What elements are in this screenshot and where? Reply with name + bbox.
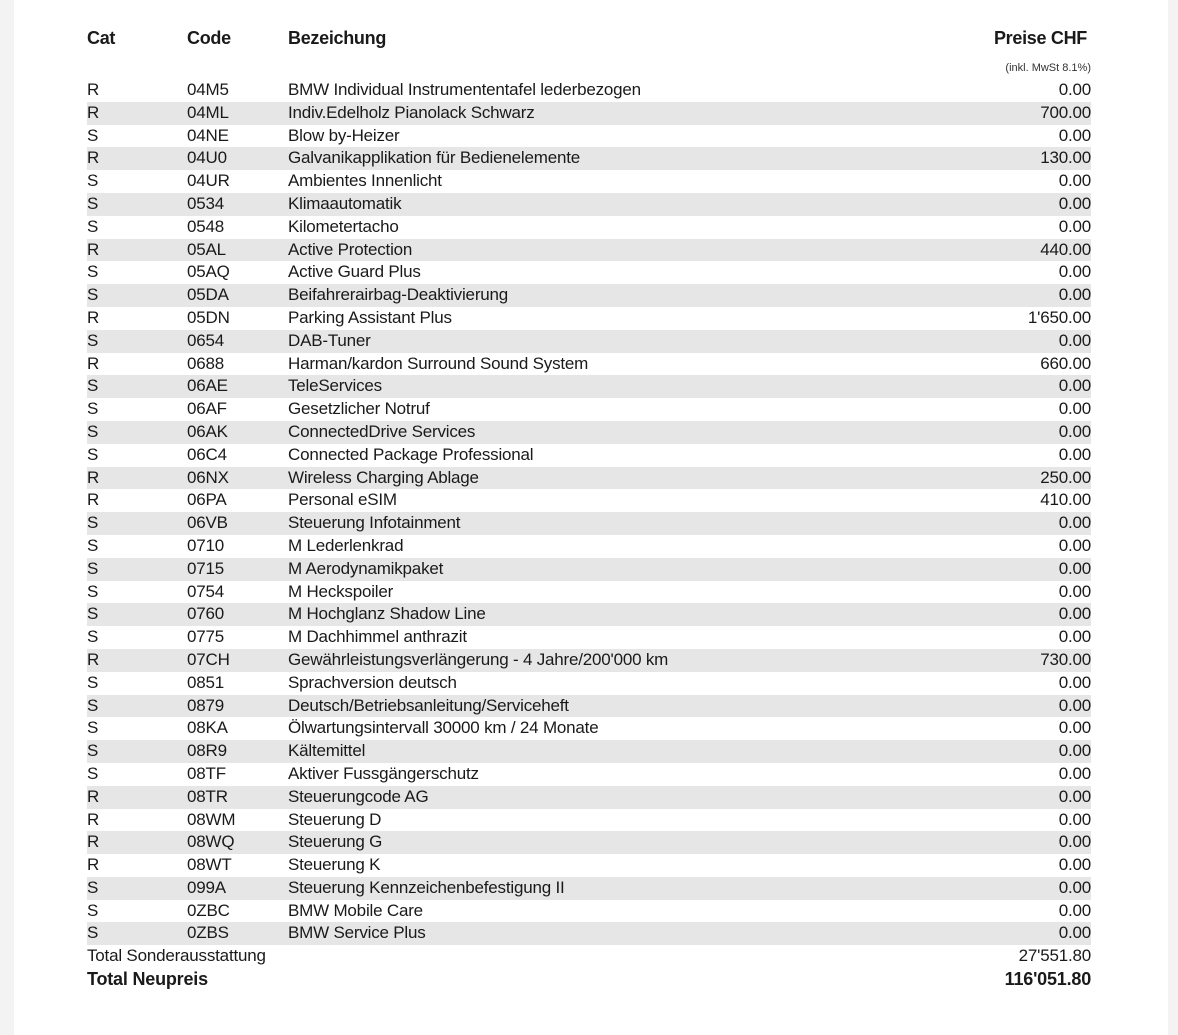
row-price: 0.00 (1058, 877, 1091, 897)
row-description: Deutsch/Betriebsanleitung/Serviceheft (288, 695, 569, 715)
row-price: 0.00 (1058, 421, 1091, 441)
row-description: Personal eSIM (288, 490, 397, 510)
table-row (87, 375, 1091, 398)
row-description: BMW Service Plus (288, 923, 426, 943)
row-price: 0.00 (1058, 558, 1091, 578)
row-cat: R (87, 809, 100, 829)
row-price: 0.00 (1058, 216, 1091, 236)
table-row (87, 809, 1091, 832)
total-new-price-row (87, 968, 1091, 991)
row-price: 0.00 (1058, 672, 1091, 692)
table-row (87, 330, 1091, 353)
row-code: 0775 (187, 627, 225, 647)
row-description: Beifahrerairbag-Deaktivierung (288, 285, 509, 305)
row-description: M Aerodynamikpaket (288, 558, 444, 578)
row-code: 0760 (187, 604, 225, 624)
row-cat: S (87, 193, 99, 213)
row-code: 04UR (187, 171, 230, 191)
row-description: Wireless Charging Ablage (288, 467, 479, 487)
row-cat: R (87, 855, 100, 875)
row-code: 08KA (187, 718, 228, 738)
row-code: 05AQ (187, 262, 230, 282)
row-description: M Hochglanz Shadow Line (288, 604, 486, 624)
row-code: 07CH (187, 649, 230, 669)
row-code: 08R9 (187, 741, 227, 761)
row-description: BMW Mobile Care (288, 900, 423, 920)
table-row (87, 763, 1091, 786)
row-price: 440.00 (1040, 239, 1091, 259)
row-price: 0.00 (1058, 399, 1091, 419)
row-description: Gesetzlicher Notruf (288, 399, 430, 419)
row-cat: S (87, 581, 99, 601)
row-code: 06AK (187, 421, 228, 441)
row-cat: S (87, 695, 99, 715)
row-price: 0.00 (1058, 285, 1091, 305)
row-code: 08WQ (187, 832, 235, 852)
row-price: 0.00 (1058, 330, 1091, 350)
row-description: Indiv.Edelholz Pianolack Schwarz (288, 102, 535, 122)
row-description: Klimaautomatik (288, 193, 402, 213)
row-cat: R (87, 353, 100, 373)
row-cat: R (87, 80, 100, 99)
row-price: 0.00 (1058, 535, 1091, 555)
row-code: 0688 (187, 353, 225, 373)
price-list (87, 24, 1091, 990)
table-row (87, 284, 1091, 307)
total-options-label: Total Sonderausstattung (87, 946, 266, 966)
row-description: Kältemittel (288, 741, 366, 761)
row-cat: S (87, 923, 99, 943)
row-cat: S (87, 262, 99, 282)
row-cat: R (87, 239, 100, 259)
row-price: 700.00 (1040, 102, 1091, 122)
row-description: TeleServices (288, 376, 382, 396)
table-header (87, 24, 1091, 62)
row-cat: S (87, 285, 99, 305)
table-row (87, 558, 1091, 581)
row-cat: S (87, 444, 99, 464)
row-code: 06NX (187, 467, 229, 487)
row-code: 04M5 (187, 80, 229, 99)
table-row (87, 740, 1091, 763)
row-description: Sprachversion deutsch (288, 672, 457, 692)
table-row (87, 535, 1091, 558)
row-price: 0.00 (1058, 513, 1091, 533)
row-code: 0ZBS (187, 923, 229, 943)
row-price: 0.00 (1058, 193, 1091, 213)
totals-section (87, 945, 1091, 991)
row-code: 05AL (187, 239, 226, 259)
row-description: BMW Individual Instrumententafel lederbezogen (288, 80, 641, 99)
row-code: 0ZBC (187, 900, 230, 920)
row-cat: S (87, 421, 99, 441)
row-cat: R (87, 490, 100, 510)
table-row (87, 581, 1091, 604)
row-code: 0710 (187, 535, 225, 555)
row-description: Active Protection (288, 239, 413, 259)
row-price: 0.00 (1058, 923, 1091, 943)
row-description: Steuerung Infotainment (288, 513, 461, 533)
row-code: 04NE (187, 125, 229, 145)
table-row (87, 353, 1091, 376)
row-cat: S (87, 513, 99, 533)
row-code: 06AE (187, 376, 228, 396)
row-cat: S (87, 900, 99, 920)
row-cat: S (87, 399, 99, 419)
row-description: Aktiver Fussgängerschutz (288, 763, 479, 783)
row-cat: R (87, 307, 100, 327)
row-cat: S (87, 125, 99, 145)
row-cat: R (87, 649, 100, 669)
row-code: 0715 (187, 558, 225, 578)
table-row (87, 672, 1091, 695)
row-price: 0.00 (1058, 809, 1091, 829)
row-price: 0.00 (1058, 855, 1091, 875)
row-cat: S (87, 627, 99, 647)
table-row (87, 421, 1091, 444)
row-description: Kilometertacho (288, 216, 399, 236)
row-description: Ölwartungsintervall 30000 km / 24 Monate (288, 718, 599, 738)
row-price: 660.00 (1040, 353, 1091, 373)
row-cat: S (87, 558, 99, 578)
table-row (87, 216, 1091, 239)
table-row (87, 102, 1091, 125)
row-cat: S (87, 330, 99, 350)
table-row (87, 695, 1091, 718)
row-price: 0.00 (1058, 718, 1091, 738)
row-code: 0754 (187, 581, 225, 601)
table-row (87, 922, 1091, 945)
row-price: 0.00 (1058, 763, 1091, 783)
table-row (87, 649, 1091, 672)
row-code: 06C4 (187, 444, 227, 464)
row-price: 0.00 (1058, 786, 1091, 806)
row-price: 1'650.00 (1027, 307, 1091, 327)
row-code: 0534 (187, 193, 225, 213)
table-row (87, 854, 1091, 877)
total-new-price-label: Total Neupreis (87, 969, 208, 990)
row-code: 06VB (187, 513, 228, 533)
row-price: 130.00 (1040, 148, 1091, 168)
row-price: 0.00 (1058, 604, 1091, 624)
row-description: ConnectedDrive Services (288, 421, 476, 441)
row-code: 08WT (187, 855, 232, 875)
table-row (87, 307, 1091, 330)
table-row (87, 512, 1091, 535)
table-row (87, 467, 1091, 490)
row-code: 099A (187, 877, 226, 897)
total-options-row (87, 945, 1091, 968)
row-cat: R (87, 102, 100, 122)
row-code: 05DA (187, 285, 229, 305)
row-description: DAB-Tuner (288, 330, 371, 350)
row-price: 0.00 (1058, 444, 1091, 464)
table-row (87, 877, 1091, 900)
row-code: 06PA (187, 490, 227, 510)
row-code: 04ML (187, 102, 229, 122)
row-cat: S (87, 763, 99, 783)
row-code: 06AF (187, 399, 227, 419)
row-cat: R (87, 832, 100, 852)
row-description: Steuerung Kennzeichenbefestigung II (288, 877, 565, 897)
row-cat: R (87, 786, 100, 806)
row-price: 730.00 (1040, 649, 1091, 669)
row-cat: R (87, 148, 100, 168)
row-cat: S (87, 604, 99, 624)
table-row (87, 717, 1091, 740)
table-row (87, 489, 1091, 512)
table-row (87, 398, 1091, 421)
row-code: 08TR (187, 786, 228, 806)
row-price: 0.00 (1058, 171, 1091, 191)
table-row (87, 261, 1091, 284)
row-description: Ambientes Innenlicht (288, 171, 442, 191)
header-cat: Cat (87, 28, 116, 48)
row-description: Steuerung D (288, 809, 382, 829)
table-row (87, 831, 1091, 854)
row-description: Steuerung G (288, 832, 383, 852)
row-description: M Heckspoiler (288, 581, 394, 601)
table-row (87, 603, 1091, 626)
row-cat: S (87, 535, 99, 555)
row-code: 0654 (187, 330, 225, 350)
table-row (87, 193, 1091, 216)
table-row (87, 79, 1091, 102)
table-row (87, 900, 1091, 923)
table-row (87, 147, 1091, 170)
header-price: Preise CHF (993, 28, 1087, 48)
row-description: Blow by-Heizer (288, 125, 400, 145)
row-price: 0.00 (1058, 832, 1091, 852)
row-code: 0851 (187, 672, 225, 692)
document-page (14, 0, 1168, 1035)
row-price: 0.00 (1058, 581, 1091, 601)
header-code: Code (187, 28, 231, 48)
row-code: 0548 (187, 216, 225, 236)
row-description: Parking Assistant Plus (288, 307, 452, 327)
row-cat: R (87, 467, 100, 487)
row-price: 0.00 (1058, 376, 1091, 396)
row-description: Galvanikapplikation für Bedienelemente (288, 148, 580, 168)
row-description: M Lederlenkrad (288, 535, 404, 555)
row-code: 08TF (187, 763, 226, 783)
header-description: Bezeichung (288, 28, 387, 48)
row-description: Steuerungcode AG (288, 786, 429, 806)
row-code: 04U0 (187, 148, 227, 168)
row-description: Gewährleistungsverlängerung - 4 Jahre/200'000 km (288, 649, 669, 669)
row-description: Active Guard Plus (288, 262, 421, 282)
row-description: Steuerung K (288, 855, 381, 875)
table-row (87, 239, 1091, 262)
row-code: 0879 (187, 695, 225, 715)
table-body (87, 79, 1091, 945)
table-row (87, 444, 1091, 467)
row-price: 0.00 (1058, 262, 1091, 282)
row-code: 08WM (187, 809, 236, 829)
table-row (87, 786, 1091, 809)
row-cat: S (87, 171, 99, 191)
row-cat: S (87, 741, 99, 761)
row-cat: S (87, 672, 99, 692)
vat-note: (inkl. MwSt 8.1%) (1005, 62, 1091, 74)
row-code: 05DN (187, 307, 230, 327)
table-row (87, 125, 1091, 148)
table-row (87, 626, 1091, 649)
table-row (87, 170, 1091, 193)
row-cat: S (87, 718, 99, 738)
row-price: 250.00 (1040, 467, 1091, 487)
row-cat: S (87, 376, 99, 396)
row-description: Harman/kardon Surround Sound System (288, 353, 589, 373)
row-price: 410.00 (1040, 490, 1091, 510)
row-description: Connected Package Professional (288, 444, 534, 464)
row-price: 0.00 (1058, 900, 1091, 920)
row-description: M Dachhimmel anthrazit (288, 627, 467, 647)
row-price: 0.00 (1058, 695, 1091, 715)
total-options-value: 27'551.80 (1018, 946, 1091, 966)
row-price: 0.00 (1058, 627, 1091, 647)
row-cat: S (87, 877, 99, 897)
row-price: 0.00 (1058, 741, 1091, 761)
row-price: 0.00 (1058, 125, 1091, 145)
row-cat: S (87, 216, 99, 236)
row-price: 0.00 (1058, 80, 1091, 99)
total-new-price-value: 116'051.80 (1004, 969, 1091, 990)
